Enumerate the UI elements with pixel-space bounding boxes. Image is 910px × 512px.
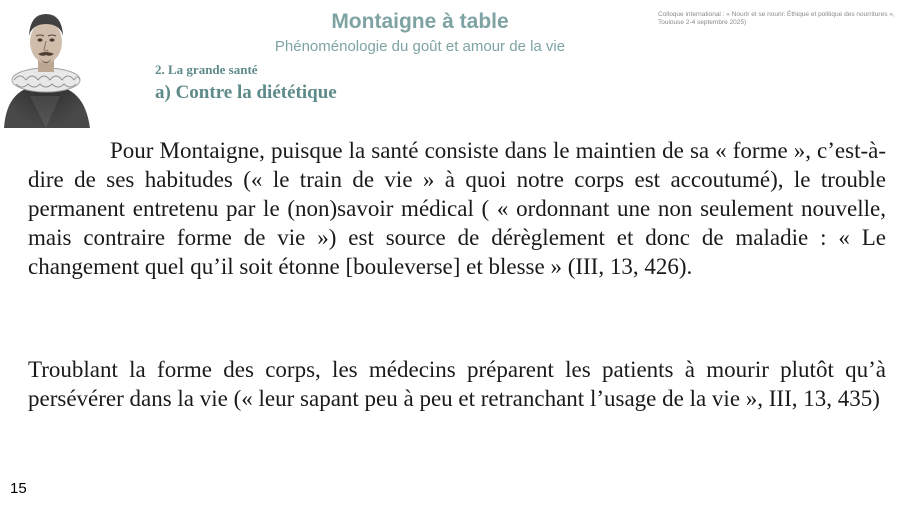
page-number: 15 bbox=[10, 480, 27, 497]
body-paragraph-2: Troublant la forme des corps, les médecins préparent les patients à mourir plutôt qu’à persévérer dans la vie (« leur sapant peu à peu et retranchant l’usage de la vie », III, 13, 435) bbox=[28, 357, 886, 411]
colloquium-note: Colloque international : « Nourir et se nourir. Éthique et politique des nourritures », Toulouse 2-4 septembre 2025) bbox=[658, 11, 895, 26]
slide-subtitle: Phénoménologie du goût et amour de la vie bbox=[274, 38, 566, 55]
body-paragraph-1: Pour Montaigne, puisque la santé consiste dans le maintien de sa « forme », c’est-à-dire de ses habitudes (« le train de vie » à quoi notre corps est accoutumé), le trouble permanent entretenu par le (non)savoir médical ( « ordonnant une non seulement nouvelle, mais contraire forme de vie ») est source de dérèglement et donc de maladie : « Le changement quel qu’il soit étonne [bouleverse] et blesse » (III, 13, 426). bbox=[28, 138, 886, 279]
montaigne-portrait-icon bbox=[0, 0, 92, 128]
section-heading: 2. La grande santé bbox=[155, 62, 258, 77]
subsection-heading: a) Contre la diététique bbox=[155, 82, 337, 103]
slide-title: Montaigne à table bbox=[331, 10, 509, 33]
